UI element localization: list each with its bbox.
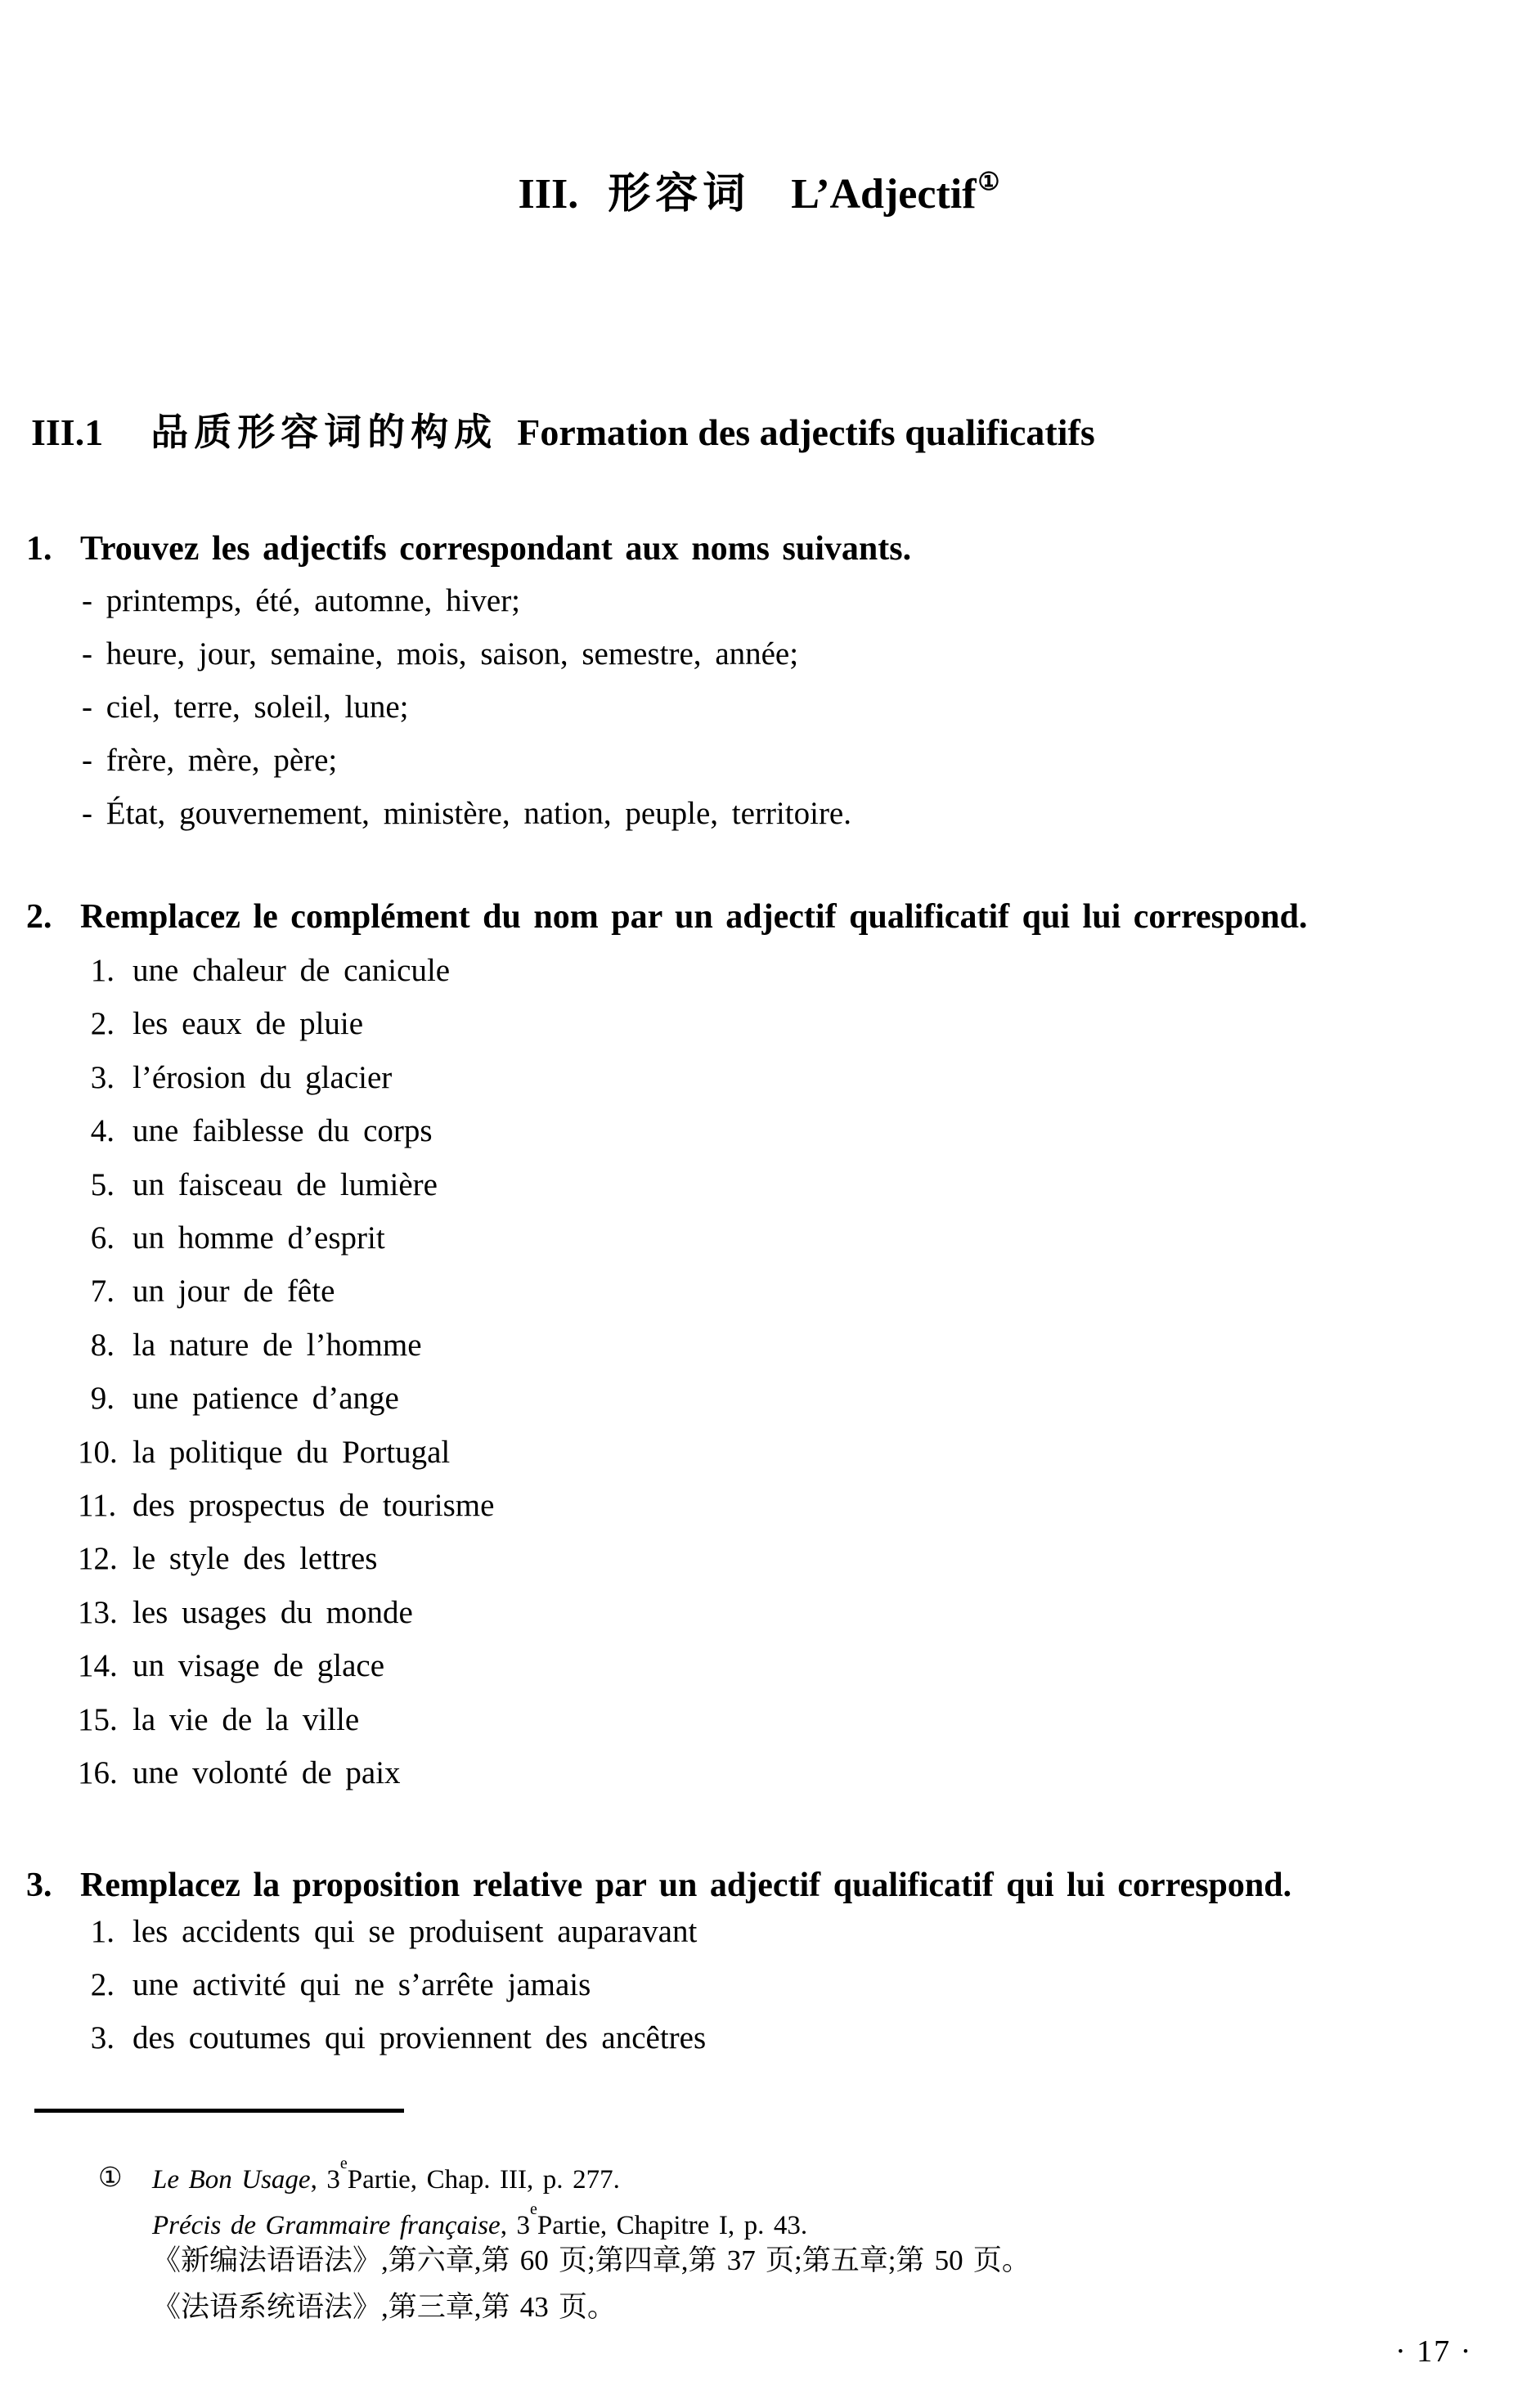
item-number: 9. (90, 1381, 115, 1416)
item-number: 10. (78, 1435, 118, 1470)
item-number: 8. (90, 1328, 115, 1363)
item-text: les eaux de pluie (132, 1006, 364, 1041)
item-number: 3. (90, 2020, 115, 2055)
item-number: 3. (90, 1060, 115, 1095)
exercise-3-heading (26, 1868, 1291, 1903)
footnote-book-title: Le Bon Usage (152, 2165, 311, 2195)
exercise-3-item (78, 2022, 706, 2054)
footnote-reference-mark: ① (977, 168, 1000, 195)
exercise-2-item (78, 1757, 401, 1789)
exercise-2-item (78, 1008, 363, 1040)
exercise-1-number: 1. (26, 530, 52, 568)
footnote-text: , 3 (500, 2211, 530, 2240)
item-number: 1. (90, 1914, 115, 1949)
item-number: 4. (90, 1113, 115, 1148)
section-heading-chinese: 品质形容词的构成 (150, 411, 498, 453)
item-text: une faiblesse du corps (132, 1113, 433, 1148)
item-text: la politique du Portugal (132, 1435, 451, 1470)
exercise-2-item (78, 1597, 413, 1629)
footnote-text: , 3 (310, 2165, 340, 2195)
exercise-2-item (78, 1382, 399, 1414)
item-text: la vie de la ville (132, 1702, 360, 1737)
chapter-title-french: L’Adjectif (791, 171, 977, 218)
exercise-1-item: - frère, mère, père; (82, 743, 338, 778)
footnote-text: Partie, Chap. III, p. 277. (347, 2165, 620, 2195)
exercise-2-item (78, 1436, 450, 1468)
item-text: une chaleur de canicule (132, 953, 451, 988)
exercise-1-item: - heure, jour, semaine, mois, saison, semestre, année; (82, 636, 799, 672)
item-number: 11. (78, 1488, 117, 1523)
item-text: la nature de l’homme (132, 1328, 422, 1363)
section-heading (31, 411, 1095, 453)
exercise-2-item (78, 1329, 422, 1361)
exercise-1-prompt: Trouvez les adjectifs correspondant aux noms suivants. (80, 530, 912, 568)
item-number: 1. (90, 953, 115, 988)
exercise-3-prompt: Remplacez la proposition relative par un adjectif qualificatif qui lui correspond. (80, 1867, 1292, 1904)
exercise-2-item (78, 1650, 384, 1682)
section-number: III.1 (31, 411, 104, 453)
item-number: 2. (90, 1006, 115, 1041)
chapter-title (0, 168, 1518, 218)
item-text: une volonté de paix (132, 1755, 401, 1790)
item-number: 2. (90, 1967, 115, 2002)
footnote-divider (34, 2109, 404, 2113)
exercise-3-item (78, 1916, 697, 1948)
footnote-text: Partie, Chapitre I, p. 43. (537, 2211, 808, 2240)
footnote-marker: ① (98, 2163, 123, 2193)
footnote-reference-4: 《法语系统语法》,第三章,第 43 页。 (152, 2291, 617, 2323)
exercise-2-item (78, 1704, 359, 1736)
footnote-superscript: e (530, 2200, 537, 2218)
item-number: 5. (90, 1167, 115, 1202)
item-text: le style des lettres (132, 1541, 378, 1576)
item-text: des prospectus de tourisme (132, 1488, 495, 1523)
item-text: des coutumes qui proviennent des ancêtres (132, 2020, 707, 2055)
chapter-title-chinese: 形容词 (608, 171, 751, 218)
exercise-3-item (78, 1969, 591, 2001)
page-number: · 17 · (1395, 2334, 1473, 2369)
item-number: 13. (78, 1595, 118, 1630)
exercise-2-item (78, 1169, 438, 1201)
item-number: 7. (90, 1274, 115, 1309)
exercise-2-item (78, 955, 450, 986)
item-text: l’érosion du glacier (132, 1060, 393, 1095)
footnote-reference-3: 《新编法语语法》,第六章,第 60 页;第四章,第 37 页;第五章;第 50 页。 (152, 2244, 1031, 2276)
exercise-2-item (78, 1062, 392, 1094)
exercise-1-item: - État, gouvernement, ministère, nation, peuple, territoire. (82, 796, 851, 831)
footnote-superscript: e (339, 2154, 348, 2172)
item-text: un jour de fête (132, 1274, 335, 1309)
exercise-2-prompt: Remplacez le complément du nom par un adjectif qualificatif qui lui correspond. (80, 898, 1308, 936)
exercise-2-item (78, 1543, 377, 1575)
item-text: un visage de glace (132, 1648, 385, 1683)
exercise-2-heading (26, 900, 1308, 934)
chapter-number: III. (518, 171, 579, 218)
exercise-2-item (78, 1489, 494, 1521)
footnote-reference-1 (152, 2154, 620, 2195)
item-number: 14. (78, 1648, 118, 1683)
item-text: les usages du monde (132, 1595, 413, 1630)
item-number: 16. (78, 1755, 118, 1790)
item-text: un homme d’esprit (132, 1220, 385, 1256)
footnote-book-title: Précis de Grammaire française (152, 2211, 501, 2240)
exercise-2-item (78, 1222, 385, 1254)
item-text: une patience d’ange (132, 1381, 399, 1416)
item-number: 6. (90, 1220, 115, 1256)
exercise-1-heading (26, 532, 911, 566)
exercise-1-item: - ciel, terre, soleil, lune; (82, 690, 409, 725)
exercise-2-item (78, 1275, 335, 1307)
item-text: une activité qui ne s’arrête jamais (132, 1967, 591, 2002)
exercise-1-item: - printemps, été, automne, hiver; (82, 583, 521, 618)
footnote-reference-2 (152, 2200, 808, 2240)
item-text: un faisceau de lumière (132, 1167, 438, 1202)
exercise-3-number: 3. (26, 1867, 52, 1904)
item-text: les accidents qui se produisent auparavant (132, 1914, 698, 1949)
item-number: 15. (78, 1702, 118, 1737)
exercise-2-item (78, 1115, 433, 1147)
exercise-2-number: 2. (26, 898, 52, 936)
section-heading-french: Formation des adjectifs qualificatifs (517, 411, 1095, 453)
item-number: 12. (78, 1541, 118, 1576)
